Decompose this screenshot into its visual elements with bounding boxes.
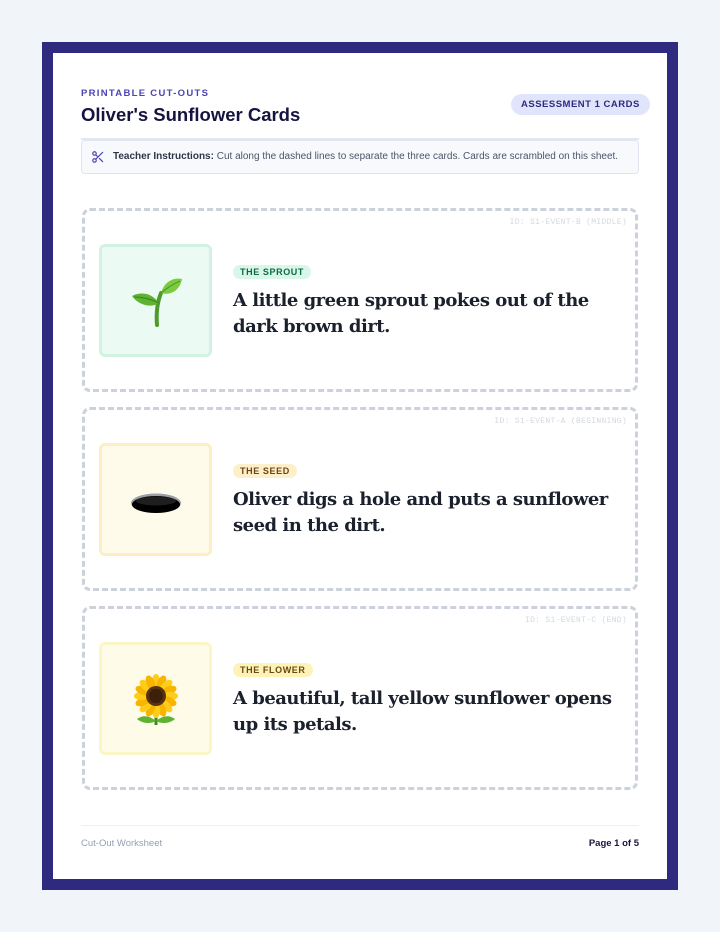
card-illustration: [99, 244, 212, 357]
page-number: Page 1 of 5: [588, 838, 639, 849]
card-text: Oliver digs a hole and puts a sunflower seed in the dirt.: [233, 489, 608, 536]
cut-out-card: [82, 407, 638, 591]
card-text: A little green sprout pokes out of the dark brown dirt.: [233, 290, 589, 337]
eyebrow-label: PRINTABLE CUT-OUTS: [81, 88, 210, 99]
instructions-text: [113, 151, 618, 162]
card-illustration: [99, 642, 212, 755]
card-id: ID: S1-EVENT-C (END): [524, 616, 627, 625]
footer-label: Cut-Out Worksheet: [81, 838, 163, 849]
scissors-icon: [91, 150, 105, 164]
instructions-body: Cut along the dashed lines to separate the three cards. Cards are scrambled on this sheet.: [213, 151, 619, 162]
assessment-badge: ASSESSMENT 1 CARDS: [511, 94, 650, 115]
instructions-label: Teacher Instructions:: [113, 151, 214, 162]
hole-icon: [102, 446, 209, 553]
card-id: ID: S1-EVENT-A (BEGINNING): [494, 417, 627, 426]
cut-out-card: [82, 606, 638, 790]
card-tag: THE SEED: [233, 464, 297, 478]
page-title: Oliver's Sunflower Cards: [81, 104, 301, 125]
cut-out-card: [82, 208, 638, 392]
card-text: A beautiful, tall yellow sunflower opens up its petals.: [233, 688, 612, 735]
card-id: ID: S1-EVENT-B (MIDDLE): [509, 218, 627, 227]
teacher-instructions: [81, 140, 639, 174]
footer-divider: [81, 825, 639, 826]
card-tag: THE FLOWER: [233, 663, 313, 677]
worksheet-page: [53, 53, 667, 879]
sunflower-icon: [102, 645, 209, 752]
sprout-icon: [102, 247, 209, 354]
card-illustration: [99, 443, 212, 556]
card-tag: THE SPROUT: [233, 265, 311, 279]
